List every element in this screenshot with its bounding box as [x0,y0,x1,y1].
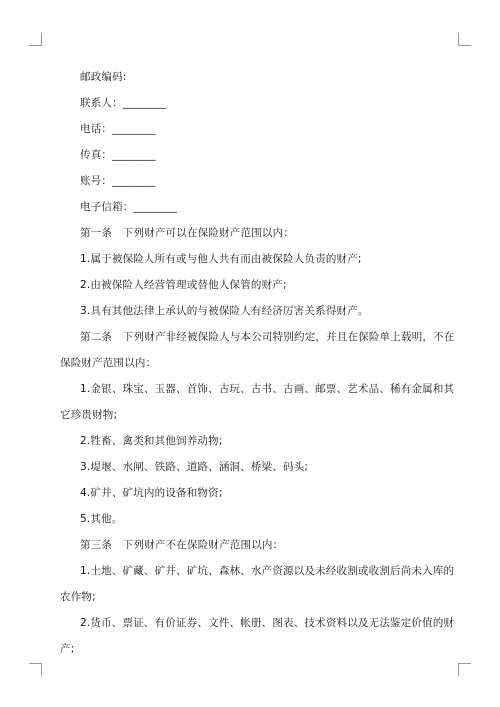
corner-mark-top-left [29,33,42,46]
article1-item: 3.具有其他法律上承认的与被保险人有经济厉害关系得财产。 [80,305,369,317]
postcode-line: 邮政编码: [80,71,127,83]
corner-mark-bottom-left [29,663,42,676]
contact-person-line: 联系人：________ [80,97,167,109]
corner-mark-top-right [458,33,471,46]
article1-item: 1.属于被保险人所有或与他人共有而由被保险人负责的财产; [80,253,362,265]
article3-item-continued: 农作物; [60,591,96,603]
article3-item-continued: 产; [60,643,75,655]
article3-item: 1.土地、矿藏、矿井、矿坑、森林、水产资源以及未经收割或收割后尚未入库的 [80,565,455,577]
article2-item: 4.矿井、矿坑内的设备和物资; [80,487,223,499]
article2-item: 1.金银、珠宝、玉器、首饰、古玩、古书、古画、邮票、艺术品、稀有金属和其 [80,383,455,395]
article2-heading: 第二条 下列财产非经被保险人与本公司特别约定，并且在保险单上载明，不在 [80,331,455,343]
article3-item: 2.货币、票证、有价证券、文件、帐册、图表、技术资料以及无法鉴定价值的财 [80,617,455,629]
account-line: 账号：________ [80,175,156,187]
article3-heading: 第三条 下列财产不在保险财产范围以内： [80,539,284,551]
email-line: 电子信箱：________ [80,201,178,213]
article1-item: 2.由被保险人经营管理或替他人保管的财产; [80,279,287,291]
article2-item: 3.堤堰、水闸、铁路、道路、涵洞、桥梁、码头; [80,461,309,473]
fax-line: 传真：________ [80,149,156,161]
article2-heading-continued: 保险财产范围以内： [60,357,157,369]
article2-item: 5.其他。 [80,513,123,525]
article1-heading: 第一条 下列财产可以在保险财产范围以内： [80,227,294,239]
corner-mark-bottom-right [458,663,471,676]
phone-line: 电话：________ [80,123,156,135]
article2-item-continued: 它珍贵财物; [60,409,118,421]
article2-item: 2.牲畜、禽类和其他饲养动物; [80,435,223,447]
